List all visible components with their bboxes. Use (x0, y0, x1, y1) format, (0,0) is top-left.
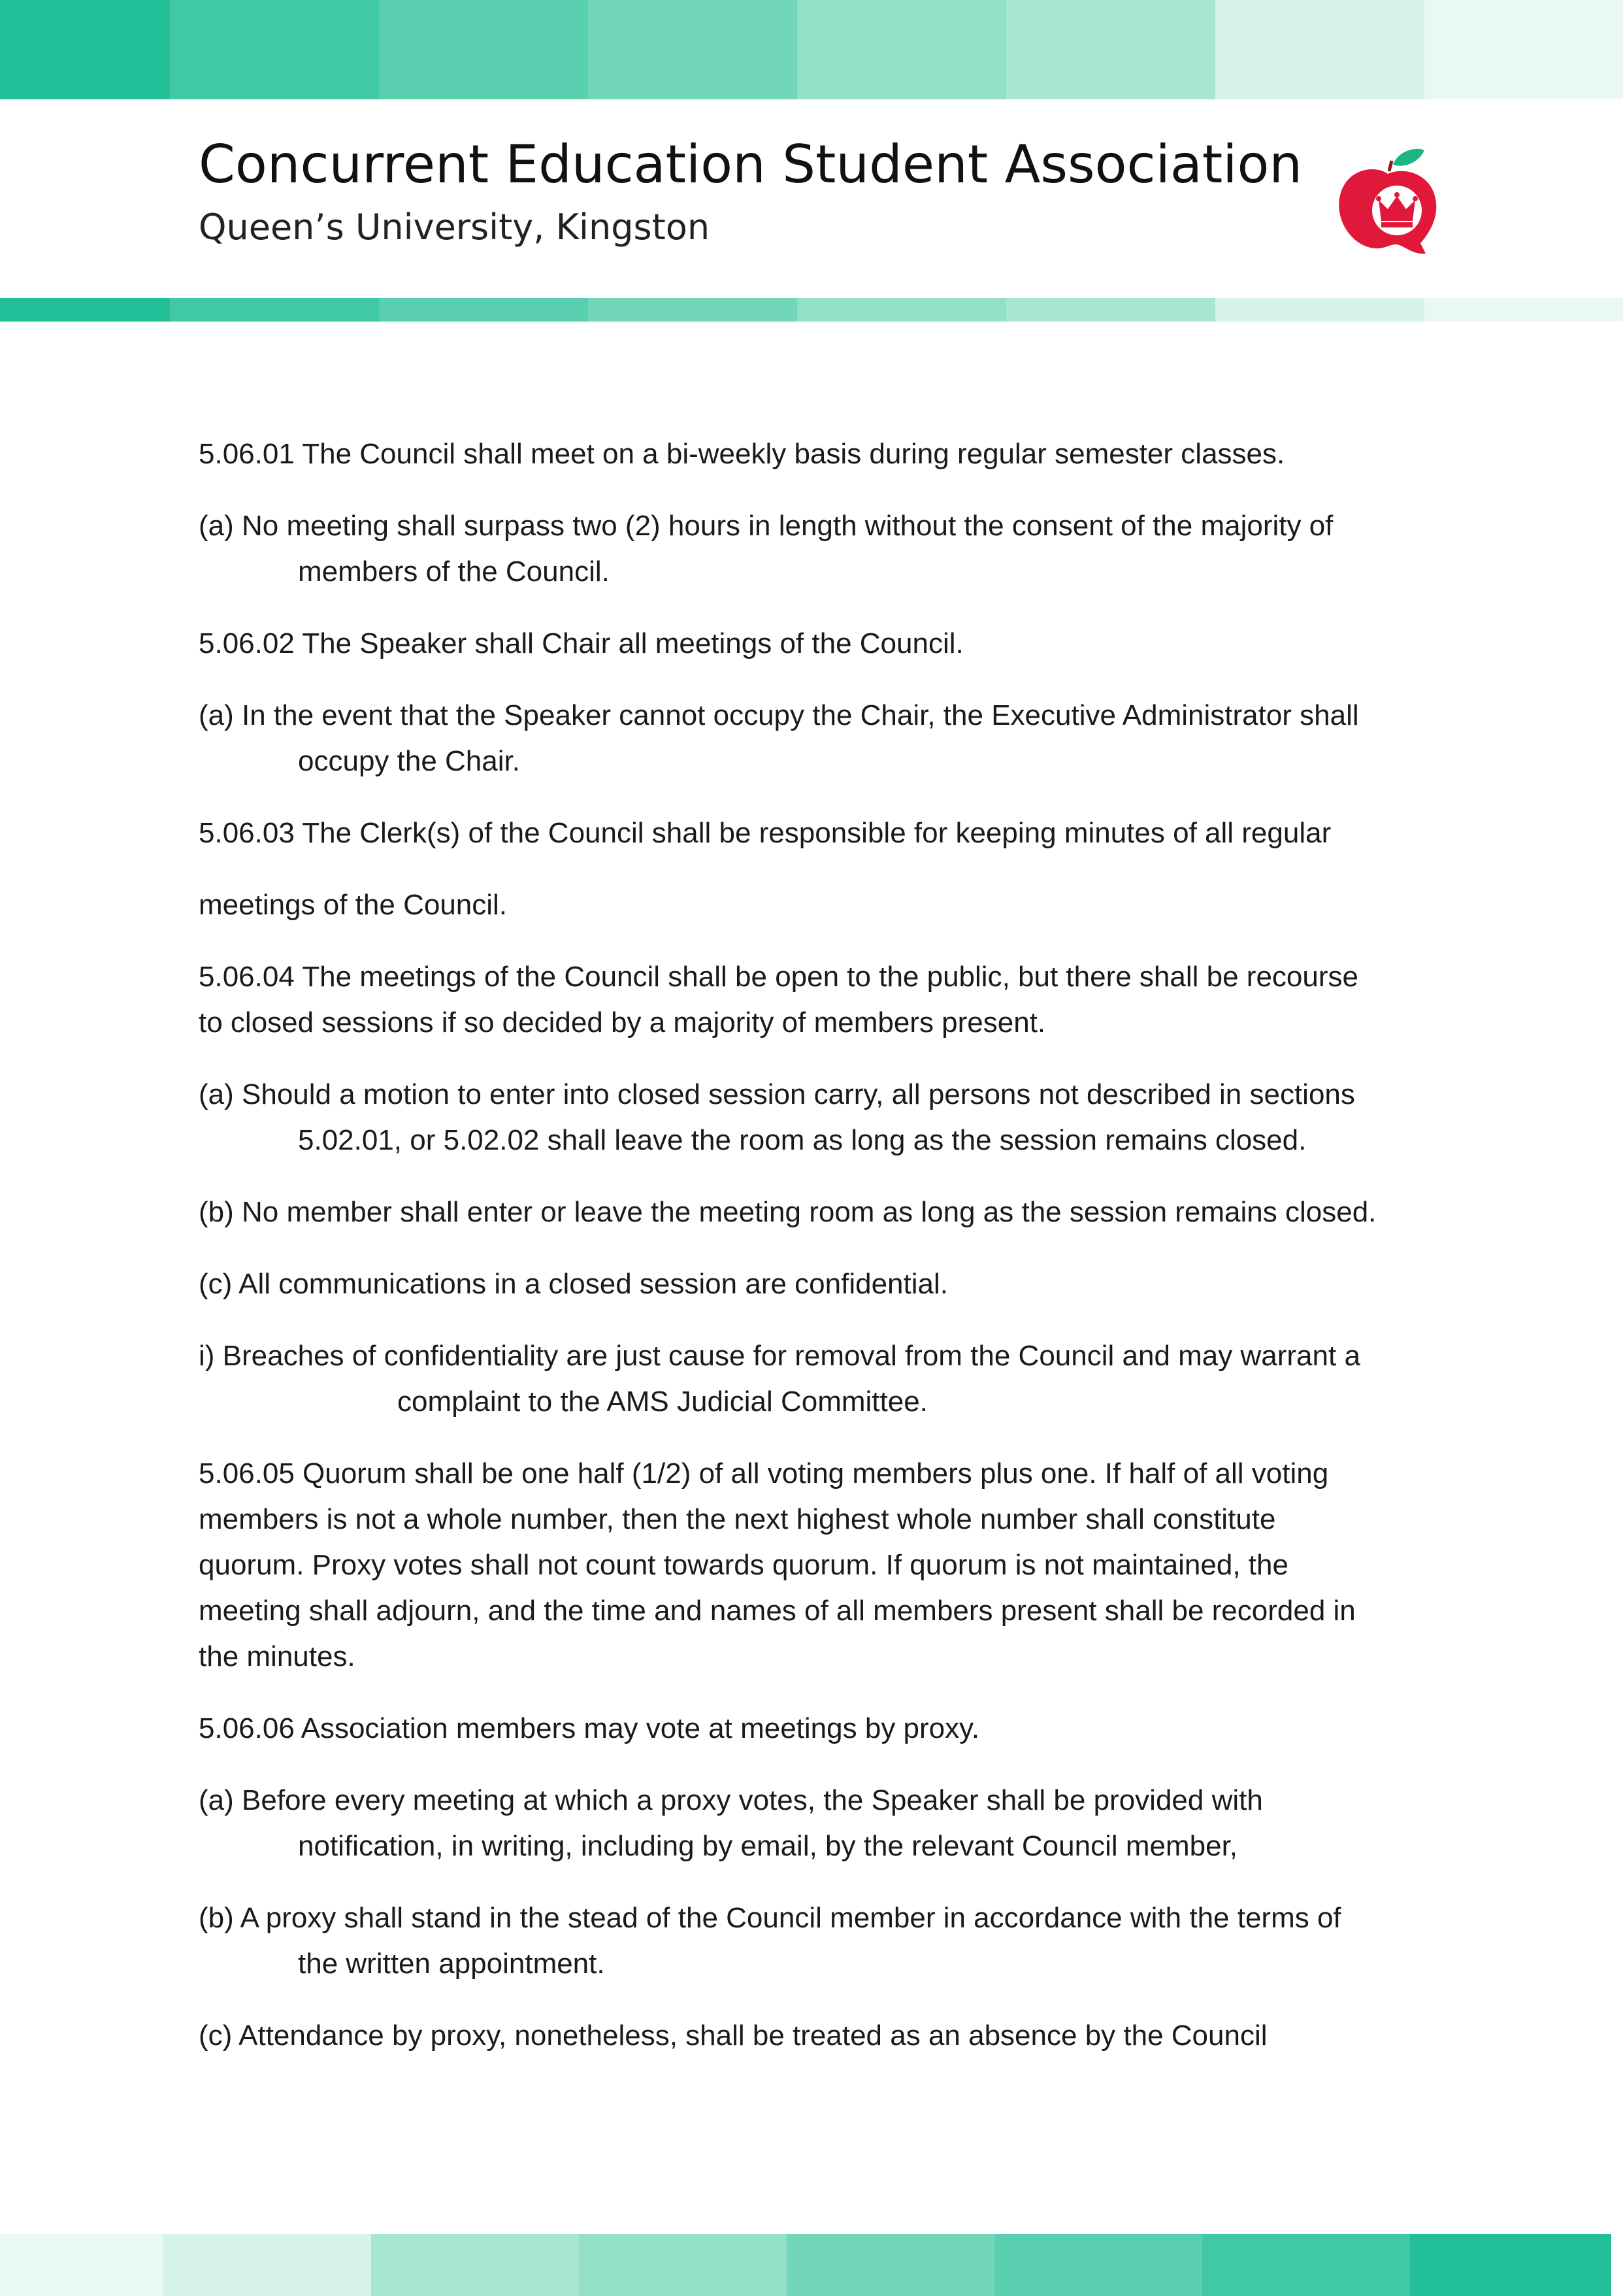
paragraph-line: 5.06.04 The meetings of the Council shall be open to the public, but there shall be recourse (199, 961, 1358, 993)
bylaw-paragraph (199, 621, 1460, 667)
bylaw-paragraph (199, 1261, 1460, 1307)
document-body (199, 431, 1460, 2085)
paragraph-line: members is not a whole number, then the next highest whole number shall constitute (199, 1503, 1276, 1535)
bylaw-paragraph (199, 1451, 1460, 1680)
bylaw-paragraph (199, 1778, 1460, 1869)
paragraph-line: 5.06.02 The Speaker shall Chair all meetings of the Council. (199, 627, 964, 659)
band-segment (797, 298, 1006, 322)
paragraph-line: meetings of the Council. (199, 889, 508, 921)
page-subtitle: Queen’s University, Kingston (199, 207, 710, 248)
bylaw-paragraph (199, 1072, 1460, 1163)
paragraph-line: 5.06.03 The Clerk(s) of the Council shall be responsible for keeping minutes of all regular (199, 817, 1332, 849)
paragraph-line: 5.06.06 Association members may vote at meetings by proxy. (199, 1712, 980, 1744)
band-segment (170, 298, 379, 322)
bylaw-paragraph (199, 810, 1460, 856)
band-segment (1215, 0, 1424, 99)
band-segment (0, 0, 170, 99)
paragraph-line: to closed sessions if so decided by a majority of members present. (199, 1007, 1046, 1039)
bylaw-paragraph (199, 1895, 1460, 1987)
bylaw-paragraph (199, 431, 1460, 477)
band-segment (588, 298, 797, 322)
paragraph-line: i) Breaches of confidentiality are just cause for removal from the Council and may warrant a (199, 1340, 1360, 1372)
paragraph-line: occupy the Chair. (298, 745, 520, 777)
band-segment (1215, 298, 1424, 322)
bylaw-paragraph (199, 1190, 1460, 1235)
band-segment (170, 0, 379, 99)
band-segment (1424, 0, 1623, 99)
bylaw-paragraph (199, 503, 1460, 595)
band-segment (379, 0, 588, 99)
band-segment (588, 0, 797, 99)
band-segment (1006, 298, 1215, 322)
band-segment (1202, 2234, 1410, 2296)
paragraph-line: (a) Should a motion to enter into closed session carry, all persons not described in sections (199, 1078, 1355, 1110)
bylaw-paragraph (199, 882, 1460, 928)
band-segment (0, 298, 170, 322)
band-segment (371, 2234, 579, 2296)
bylaw-paragraph (199, 2013, 1460, 2059)
page-title: Concurrent Education Student Association (199, 134, 1303, 195)
header-top-color-band (0, 0, 1623, 99)
paragraph-line: complaint to the AMS Judicial Committee. (397, 1386, 928, 1418)
paragraph-line: quorum. Proxy votes shall not count towards quorum. If quorum is not maintained, the (199, 1549, 1288, 1581)
band-segment (579, 2234, 787, 2296)
band-segment (1410, 2234, 1611, 2296)
band-segment (379, 298, 588, 322)
paragraph-line: (b) No member shall enter or leave the meeting room as long as the session remains closed. (199, 1196, 1377, 1228)
band-segment (797, 0, 1006, 99)
paragraph-line: 5.06.05 Quorum shall be one half (1/2) of all voting members plus one. If half of all voting (199, 1457, 1329, 1489)
bylaw-paragraph (199, 1706, 1460, 1752)
paragraph-line: (b) A proxy shall stand in the stead of the Council member in accordance with the terms of (199, 1902, 1341, 1934)
band-segment (0, 2234, 163, 2296)
band-segment (1424, 298, 1623, 322)
paragraph-line: notification, in writing, including by email, by the relevant Council member, (298, 1830, 1238, 1862)
paragraph-line: the written appointment. (298, 1948, 605, 1980)
paragraph-line: (a) Before every meeting at which a proxy votes, the Speaker shall be provided with (199, 1784, 1263, 1816)
footer-color-band (0, 2234, 1623, 2296)
paragraph-line: 5.02.01, or 5.02.02 shall leave the room as long as the session remains closed. (298, 1124, 1307, 1156)
paragraph-line: (a) In the event that the Speaker cannot occupy the Chair, the Executive Administrator shall (199, 699, 1359, 731)
apple-crown-logo-icon (1333, 145, 1443, 258)
band-segment (787, 2234, 994, 2296)
paragraph-line: 5.06.01 The Council shall meet on a bi-weekly basis during regular semester classes. (199, 438, 1285, 470)
bylaw-paragraph (199, 693, 1460, 784)
paragraph-line: (c) All communications in a closed session are confidential. (199, 1268, 948, 1300)
paragraph-line: the minutes. (199, 1640, 355, 1672)
band-segment (163, 2234, 371, 2296)
paragraph-line: members of the Council. (298, 556, 610, 588)
bylaw-paragraph (199, 954, 1460, 1046)
band-segment (1006, 0, 1215, 99)
paragraph-line: (c) Attendance by proxy, nonetheless, shall be treated as an absence by the Council (199, 2020, 1268, 2052)
header-divider-band (0, 298, 1623, 322)
band-segment (994, 2234, 1202, 2296)
paragraph-line: (a) No meeting shall surpass two (2) hours in length without the consent of the majority of (199, 510, 1334, 542)
paragraph-line: meeting shall adjourn, and the time and names of all members present shall be recorded in (199, 1595, 1356, 1627)
bylaw-paragraph (199, 1333, 1460, 1425)
